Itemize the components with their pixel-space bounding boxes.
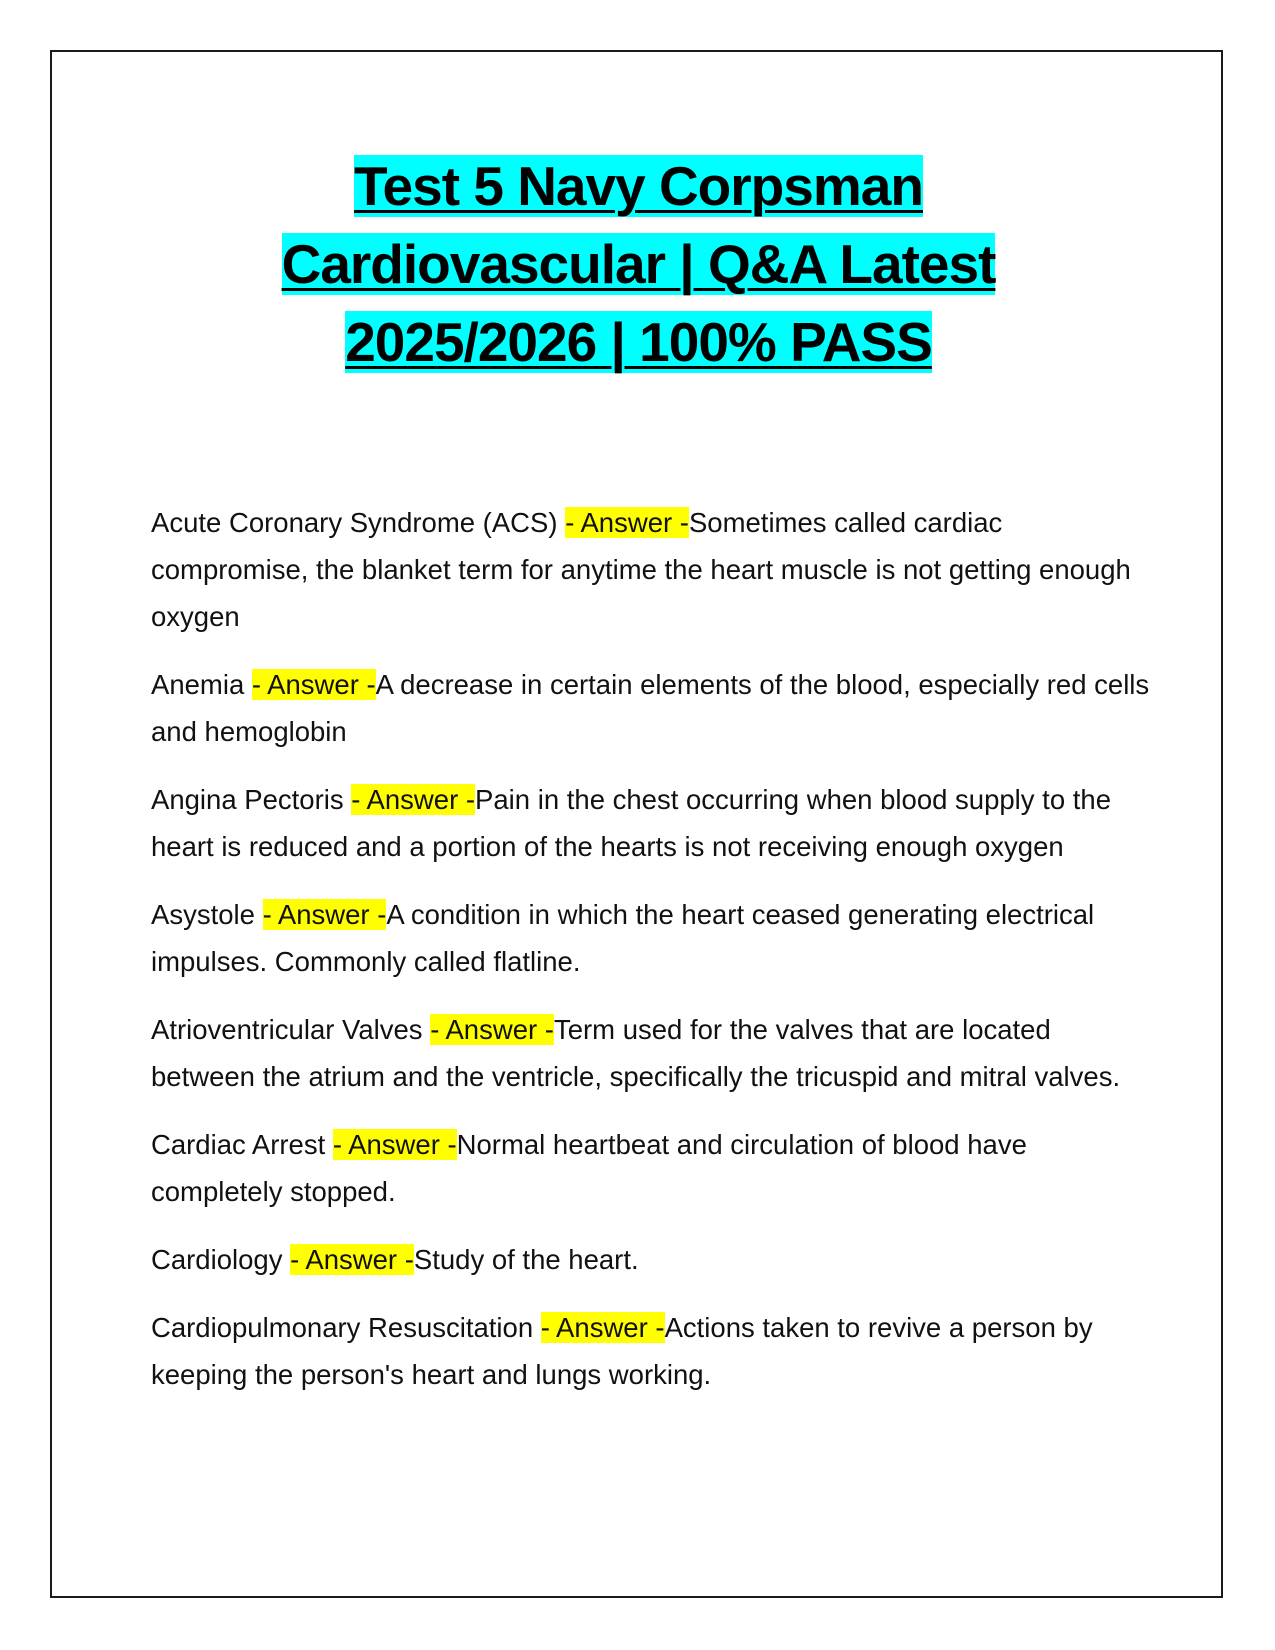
answer-marker: - Answer - [565,507,689,538]
qa-entry [151,1121,1151,1215]
answer-marker: - Answer - [332,1129,457,1160]
entry-term: Asystole [151,899,263,930]
qa-entry [151,1304,1151,1398]
entry-definition: Actions taken to revive a person by keeping the person's heart and lungs working. [151,1312,1093,1390]
document-title [52,147,1225,381]
entry-term: Atrioventricular Valves [151,1014,431,1045]
answer-marker: - Answer - [251,669,376,700]
qa-entry [151,776,1151,870]
entry-term: Acute Coronary Syndrome (ACS) [151,507,566,538]
page-frame [50,50,1223,1598]
entry-term: Cardiology [151,1244,291,1275]
entry-term: Cardiopulmonary Resuscitation [151,1312,541,1343]
entry-definition: Normal heartbeat and circulation of blood have completely stopped. [151,1129,1027,1207]
entry-definition: Study of the heart. [413,1244,639,1275]
qa-entry [151,499,1151,640]
entry-definition: A condition in which the heart ceased generating electrical impulses. Commonly called flatline. [151,899,1095,977]
entry-definition: A decrease in certain elements of the blood, especially red cells and hemoglobin [151,669,1150,747]
qa-entry [151,1006,1151,1100]
answer-marker: - Answer - [262,899,387,930]
qa-entry [151,891,1151,985]
entry-term: Cardiac Arrest [151,1129,333,1160]
qa-entry [151,661,1151,755]
title-line-2: Cardiovascular | Q&A Latest [281,233,996,295]
title-line-1: Test 5 Navy Corpsman [354,155,923,217]
answer-marker: - Answer - [540,1312,665,1343]
entry-definition: Pain in the chest occurring when blood supply to the heart is reduced and a portion of the hearts is not receiving enough oxygen [151,784,1111,862]
answer-marker: - Answer - [351,784,476,815]
entry-definition: Term used for the valves that are located between the atrium and the ventricle, specifically the tricuspid and mitral valves. [151,1014,1121,1092]
title-line-3: 2025/2026 | 100% PASS [345,311,932,373]
qa-entry [151,1236,1151,1283]
entry-term: Anemia [151,669,252,700]
answer-marker: - Answer - [430,1014,554,1045]
entry-term: Angina Pectoris [151,784,352,815]
qa-list [151,499,1151,1419]
answer-marker: - Answer - [290,1244,414,1275]
entry-definition: Sometimes called cardiac compromise, the blanket term for anytime the heart muscle is not getting enough oxygen [151,507,1131,632]
